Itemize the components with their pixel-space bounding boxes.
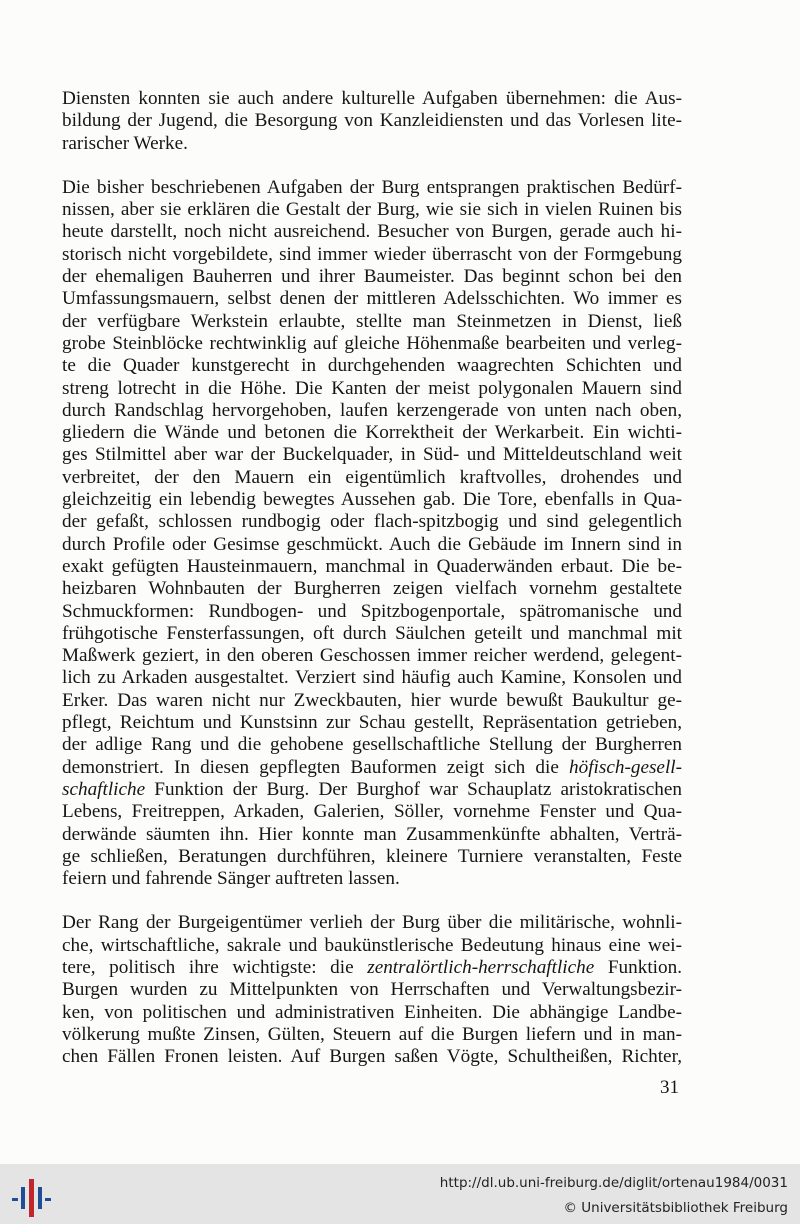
text-line [62, 757, 682, 779]
text-run: bildung der Jugend, die Besorgung von Kanzleidiensten und das Vorlesen lite- [62, 110, 682, 132]
copyright-text: © Universitätsbibliothek Freiburg [563, 1200, 788, 1216]
text-run: verbreitet, der den Mauern ein eigentümlich kraftvolles, drohendes und [62, 466, 682, 488]
text-run: heizbaren Wohnbauten der Burgherren zeigen vielfach vornehm gestaltete [62, 578, 682, 600]
text-run: Umfassungsmauern, selbst denen der mittleren Adelsschichten. Wo immer es [62, 288, 682, 310]
text-line [62, 511, 682, 533]
text-run: lich zu Arkaden ausgestaltet. Verziert sind häufig auch Kamine, Konsolen und [62, 667, 682, 689]
text-line [62, 333, 682, 355]
text-line [62, 979, 682, 1001]
text-run: durch Profile oder Gesimse geschmückt. Auch die Gebäude im Innern sind in [62, 533, 682, 555]
text-run: derwände säumten ihn. Hier konnte man Zusammenkünfte abhalten, Verträ- [62, 823, 682, 845]
paragraph [62, 88, 682, 155]
text-line [62, 1046, 682, 1068]
text-line [62, 355, 682, 377]
text-line [62, 556, 682, 578]
text-run: durch Randschlag hervorgehoben, laufen kerzengerade von unten nach oben, [62, 399, 682, 421]
text-line [62, 422, 682, 444]
text-run: Lebens, Freitreppen, Arkaden, Galerien, Söller, vornehme Fenster und Qua- [62, 801, 682, 823]
text-line [62, 177, 682, 199]
text-line [62, 378, 682, 400]
text-run: tere, politisch ihre wichtigste: die [62, 956, 368, 978]
text-run: exakt gefügten Hausteinmauern, manchmal in Quaderwänden erbaut. Die be- [62, 555, 682, 577]
text-line [62, 311, 682, 333]
text-run: Burgen wurden zu Mittelpunkten von Herrschaften und Verwaltungsbezir- [62, 979, 682, 1001]
text-run: Schmuckformen: Rundbogen- und Spitzbogenportale, spätromanische und [62, 600, 682, 622]
text-run: feiern und fahrende Sänger auftreten lassen. [62, 868, 400, 890]
italic-term: zentralörtlich-herrschaftliche [367, 956, 595, 978]
text-run: rarischer Werke. [62, 132, 188, 154]
text-line [62, 623, 682, 645]
text-line [62, 288, 682, 310]
text-line [62, 133, 682, 155]
text-run: Die bisher beschriebenen Aufgaben der Burg entsprangen praktischen Bedürf- [62, 176, 682, 198]
text-run: pflegt, Reichtum und Kunstsinn zur Schau gestellt, Repräsentation getrieben, [62, 712, 682, 734]
text-line [62, 912, 682, 934]
text-line [62, 400, 682, 422]
text-line [62, 444, 682, 466]
text-run: ge schließen, Beratungen durchführen, kleinere Turniere veranstalten, Feste [62, 845, 682, 867]
text-run: te die Quader kunstgerecht in durchgehenden waagrechten Schichten und [62, 355, 682, 377]
text-run: storisch nicht vorgebildete, sind immer wieder überrascht von der Formgebung [62, 243, 682, 265]
text-line [62, 734, 682, 756]
paragraph [62, 177, 682, 891]
text-run: der verfügbare Werkstein erlaubte, stellte man Steinmetzen in Dienst, ließ [62, 310, 682, 332]
italic-term: höfisch-gesell- [569, 756, 682, 778]
text-line [62, 1002, 682, 1024]
text-run: Funktion. [594, 956, 682, 978]
text-line [62, 667, 682, 689]
text-line [62, 244, 682, 266]
text-run: nissen, aber sie erklären die Gestalt der Burg, wie sie sich in vielen Ruinen bis [62, 199, 682, 221]
text-line [62, 199, 682, 221]
text-line [62, 1024, 682, 1046]
text-line [62, 467, 682, 489]
text-line [62, 601, 682, 623]
text-run: gliedern die Wände und betonen die Korrektheit der Werkarbeit. Ein wichti- [62, 422, 682, 444]
text-run: gleichzeitig ein lebendig bewegtes Aussehen gab. Die Tore, ebenfalls in Qua- [62, 489, 682, 511]
text-run: frühgotische Fensterfassungen, oft durch Säulchen geteilt und manchmal mit [62, 622, 682, 644]
text-line [62, 935, 682, 957]
text-line [62, 957, 682, 979]
text-line [62, 801, 682, 823]
text-line [62, 534, 682, 556]
text-line [62, 712, 682, 734]
text-line [62, 110, 682, 132]
text-run: demonstriert. In diesen gepflegten Bauformen zeigt sich die [62, 756, 570, 778]
text-run: der gefaßt, schlossen rundbogig oder flach-spitzbogig und sind gelegentlich [62, 511, 682, 533]
text-line [62, 489, 682, 511]
text-run: ken, von politischen und administrativen Einheiten. Die abhängige Landbe- [62, 1001, 682, 1023]
text-run: grobe Steinblöcke rechtwinklig auf gleiche Höhenmaße bearbeiten und verleg- [62, 332, 682, 354]
text-line [62, 824, 682, 846]
body-text [62, 88, 682, 1068]
text-run: Der Rang der Burgeigentümer verlieh der Burg über die militärische, wohnli- [62, 912, 682, 934]
text-line [62, 578, 682, 600]
text-line [62, 645, 682, 667]
text-line [62, 868, 682, 890]
viewer-footer [0, 1164, 800, 1224]
paragraph-gap [62, 890, 682, 912]
text-run: Erker. Das waren nicht nur Zweckbauten, hier wurde bewußt Baukultur ge- [62, 689, 682, 711]
paragraph [62, 912, 682, 1068]
text-run: Funktion der Burg. Der Burghof war Schauplatz aristokratischen [145, 778, 682, 800]
text-line [62, 779, 682, 801]
ub-freiburg-logo-icon [12, 1179, 52, 1217]
paragraph-gap [62, 155, 682, 177]
text-line [62, 88, 682, 110]
text-line [62, 266, 682, 288]
page-number: 31 [660, 1077, 679, 1098]
text-line [62, 846, 682, 868]
text-run: völkerung mußte Zinsen, Gülten, Steuern auf die Burgen liefern und in man- [62, 1023, 682, 1045]
text-run: chen Fällen Fronen leisten. Auf Burgen saßen Vögte, Schultheißen, Richter, [62, 1046, 682, 1068]
text-run: heute darstellt, noch nicht ausreichend. Besucher von Burgen, gerade auch hi- [62, 221, 682, 243]
text-run: der ehemaligen Bauherren und ihrer Baumeister. Das beginnt schon bei den [62, 266, 682, 288]
text-run: che, wirtschaftliche, sakrale und baukünstlerische Bedeutung hinaus eine wei- [62, 934, 682, 956]
text-run: Diensten konnten sie auch andere kulturelle Aufgaben übernehmen: die Aus- [62, 88, 682, 109]
text-line [62, 690, 682, 712]
text-run: Maßwerk geziert, in den oberen Geschossen immer reicher werdend, gelegent- [62, 645, 682, 667]
text-run: streng lotrecht in die Höhe. Die Kanten der meist polygonalen Mauern sind [62, 377, 682, 399]
italic-term: schaftliche [62, 778, 146, 800]
permalink-link[interactable]: http://dl.ub.uni-freiburg.de/diglit/ortenau1984/0031 [439, 1175, 788, 1191]
text-line [62, 221, 682, 243]
text-run: ges Stilmittel aber war der Buckelquader, in Süd- und Mitteldeutschland weit [62, 444, 682, 466]
text-run: der adlige Rang und die gehobene gesellschaftliche Stellung der Burgherren [62, 734, 682, 756]
